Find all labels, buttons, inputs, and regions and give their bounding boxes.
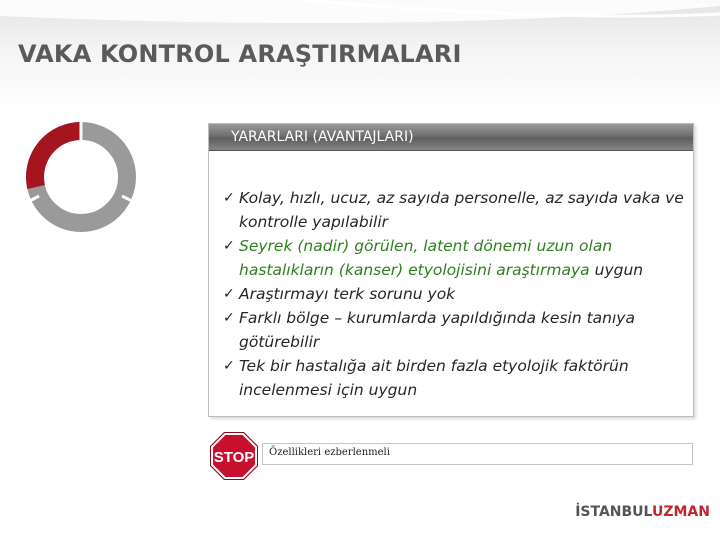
- list-item-text: Tek bir hastalığa ait birden fazla etyolojik faktörün incelenmesi için uygun: [239, 357, 629, 399]
- checkmark-icon: ✓: [223, 238, 235, 254]
- checkmark-icon: ✓: [223, 310, 235, 326]
- brand-logo: [575, 504, 710, 520]
- benefits-list: [209, 186, 693, 402]
- checkmark-icon: ✓: [223, 286, 235, 302]
- checkmark-icon: ✓: [223, 190, 235, 206]
- note-text: Özellikleri ezberlenmeli: [269, 447, 390, 458]
- segmented-ring-icon: [22, 118, 140, 236]
- list-item-text: Araştırmayı terk sorunu yok: [239, 285, 456, 303]
- list-item: [209, 234, 693, 282]
- note-box: [262, 443, 693, 465]
- list-item-text: Farklı bölge – kurumlarda yapıldığında kesin tanıya götürebilir: [239, 309, 635, 351]
- slide-title: VAKA KONTROL ARAŞTIRMALARI: [18, 40, 462, 68]
- list-item: [209, 186, 693, 234]
- list-item-text: Kolay, hızlı, ucuz, az sayıda personelle, az sayıda vaka ve kontrolle yapılabilir: [239, 189, 684, 231]
- brand-logo-part2: UZMAN: [651, 504, 710, 520]
- panel-header: YARARLARI (AVANTAJLARI): [209, 124, 693, 151]
- benefits-panel: [208, 123, 694, 417]
- stop-sign-label: STOP: [213, 449, 255, 466]
- list-item: [209, 354, 693, 402]
- list-item-text: Seyrek (nadir) görülen, latent dönemi uzun olan hastalıkların (kanser) etyolojisini araştırmaya: [239, 237, 613, 279]
- stop-sign-icon: [208, 430, 260, 482]
- brand-logo-part1: İSTANBUL: [575, 504, 652, 520]
- list-item: [209, 306, 693, 354]
- list-item-suffix: uygun: [589, 261, 644, 279]
- checkmark-icon: ✓: [223, 358, 235, 374]
- list-item: [209, 282, 693, 306]
